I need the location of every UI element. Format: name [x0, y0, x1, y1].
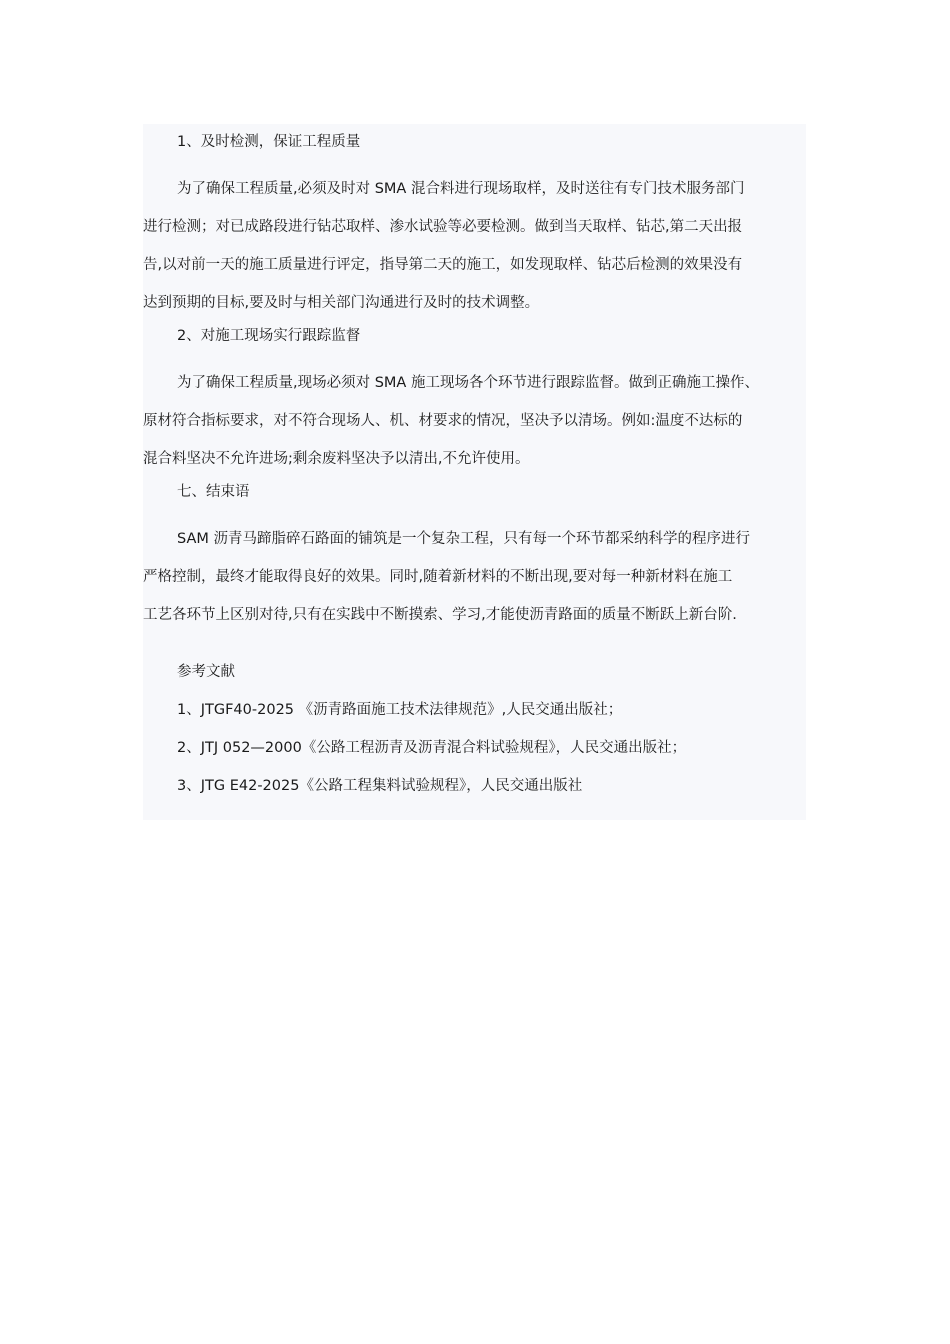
paragraph-line: 为了确保工程质量,现场必须对 SMA 施工现场各个环节进行跟踪监督。做到正确施工操作、 [177, 375, 759, 391]
reference-item-1: 1、JTGF40-2025 《沥青路面施工技术法律规范》,人民交通出版社； [177, 702, 623, 718]
paragraph-line: 告,以对前一天的施工质量进行评定，指导第二天的施工，如发现取样、钻芯后检测的效果没有 [143, 257, 743, 273]
section-heading-conclusion: 七、结束语 [177, 484, 250, 500]
paragraph-line: 进行检测；对已成路段进行钻芯取样、渗水试验等必要检测。做到当天取样、钻芯,第二天出报 [143, 219, 743, 235]
paragraph-1 [143, 170, 806, 322]
paragraph-2 [143, 364, 806, 478]
section-heading-1: 1、及时检测，保证工程质量 [177, 134, 361, 150]
paragraph-line: 达到预期的目标,要及时与相关部门沟通进行及时的技术调整。 [143, 295, 540, 311]
paragraph-conclusion [143, 520, 806, 634]
reference-item-3: 3、JTG E42-2025《公路工程集料试验规程》，人民交通出版社 [177, 778, 583, 794]
references-title: 参考文献 [177, 664, 235, 680]
section-heading-2: 2、对施工现场实行跟踪监督 [177, 328, 361, 344]
paragraph-line: SAM 沥青马蹄脂碎石路面的铺筑是一个复杂工程，只有每一个环节都采纳科学的程序进行 [177, 531, 751, 547]
paragraph-line: 严格控制，最终才能取得良好的效果。同时,随着新材料的不断出现,要对每一种新材料在施工 [143, 569, 733, 585]
paragraph-line: 工艺各环节上区别对待,只有在实践中不断摸索、学习,才能使沥青路面的质量不断跃上新台阶. [143, 607, 737, 623]
paragraph-line: 混合料坚决不允许进场;剩余废料坚决予以清出,不允许使用。 [143, 451, 530, 467]
paragraph-line: 原材符合指标要求，对不符合现场人、机、材要求的情况，坚决予以清场。例如:温度不达标的 [143, 413, 743, 429]
paragraph-line: 为了确保工程质量,必须及时对 SMA 混合料进行现场取样，及时送往有专门技术服务部门 [177, 181, 745, 197]
reference-item-2: 2、JTJ 052—2000《公路工程沥青及沥青混合料试验规程》，人民交通出版社； [177, 740, 687, 756]
spacer [143, 634, 806, 662]
document-body [143, 124, 806, 820]
